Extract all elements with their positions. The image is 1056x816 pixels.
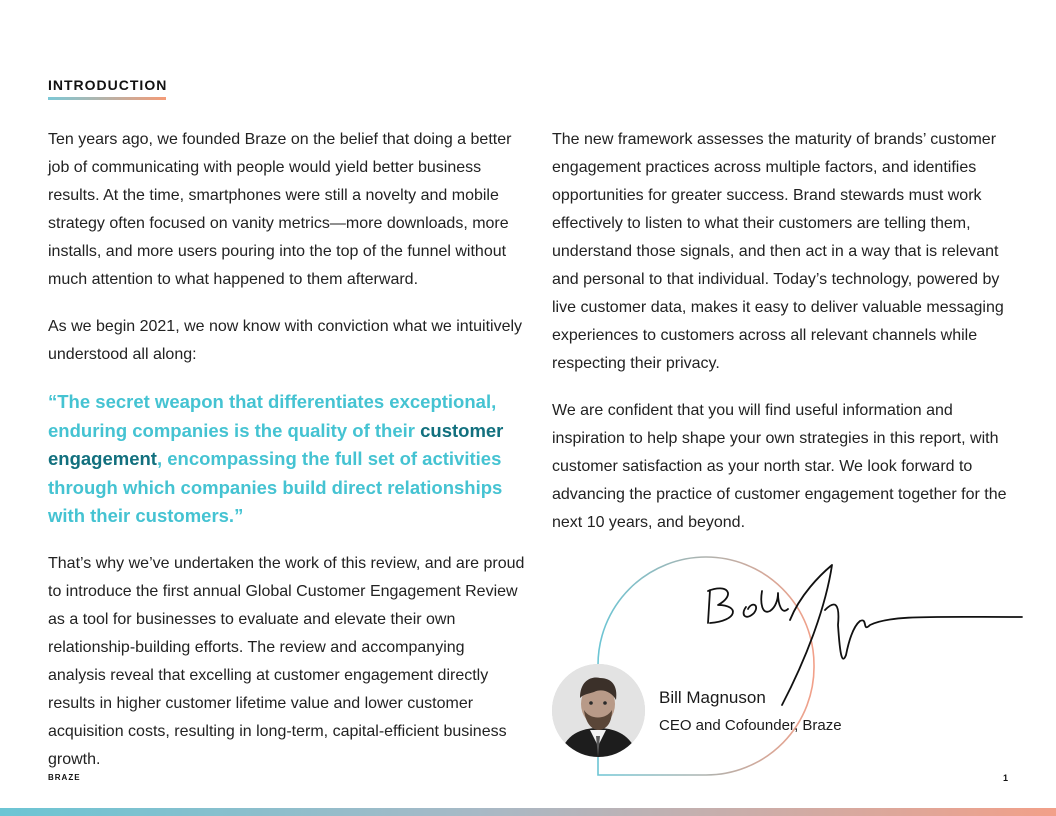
left-column [48,126,526,793]
ceo-portrait [552,664,645,757]
pull-quote [48,388,508,531]
footer-gradient-bar [0,808,1056,816]
section-underline [48,97,166,100]
intro-paragraph-1: Ten years ago, we founded Braze on the belief that doing a better job of communicating with people would yield better business results. At the time, smartphones were still a novelty and mobile strategy often focused on vanity metrics—more downloads, more installs, and more users pouring into the top of the funnel without much attention to what happened to them afterward. [48,131,512,288]
framework-paragraph: The new framework assesses the maturity of brands’ customer engagement practices across multiple factors, and identifies opportunities for greater success. Brand stewards must work effectively to listen to what their customers are telling them, understand those signals, and then act in a way that is relevant and personal to that individual. Today’s technology, powered by live customer data, makes it easy to deliver valuable messaging experiences to customers across all relevant channels while respecting their privacy. [552,131,1004,372]
signer-name: Bill Magnuson [659,688,766,707]
intro-paragraph-2: As we begin 2021, we now know with conviction what we intuitively understood all along: [48,318,523,363]
intro-paragraph-3: That’s why we’ve undertaken the work of this review, and are proud to introduce the first annual Global Customer Engagement Review as a tool for businesses to evaluate and elevate their own relationship-building efforts. The review and accompanying analysis reveal that excelling at customer engagement directly results in higher customer lifetime value and lower customer acquisition costs, resulting in long-term, capital-efficient business growth. [48,554,525,768]
signature-graphic [550,555,1040,785]
right-column [552,126,1018,556]
signer-title: CEO and Cofounder, Braze [659,717,842,734]
pull-quote-end: , encompassing the full set of activities through which companies build direct relationships with their customers.” [48,448,503,526]
pull-quote-start: “The secret weapon that differentiates exceptional, enduring companies is the quality of their [48,391,497,441]
handwritten-signature [708,565,1022,705]
footer-brand: BRAZE [48,773,81,782]
ceo-avatar [552,664,645,757]
closing-paragraph: We are confident that you will find useful information and inspiration to help shape your own strategies in this report, with customer satisfaction as your north star. We look forward to advancing the practice of customer engagement together for the next 10 years, and beyond. [552,402,1007,531]
page-number: 1 [1003,773,1009,783]
pull-quote-emphasis: customer engagement [48,419,504,469]
section-label: INTRODUCTION [48,77,168,93]
